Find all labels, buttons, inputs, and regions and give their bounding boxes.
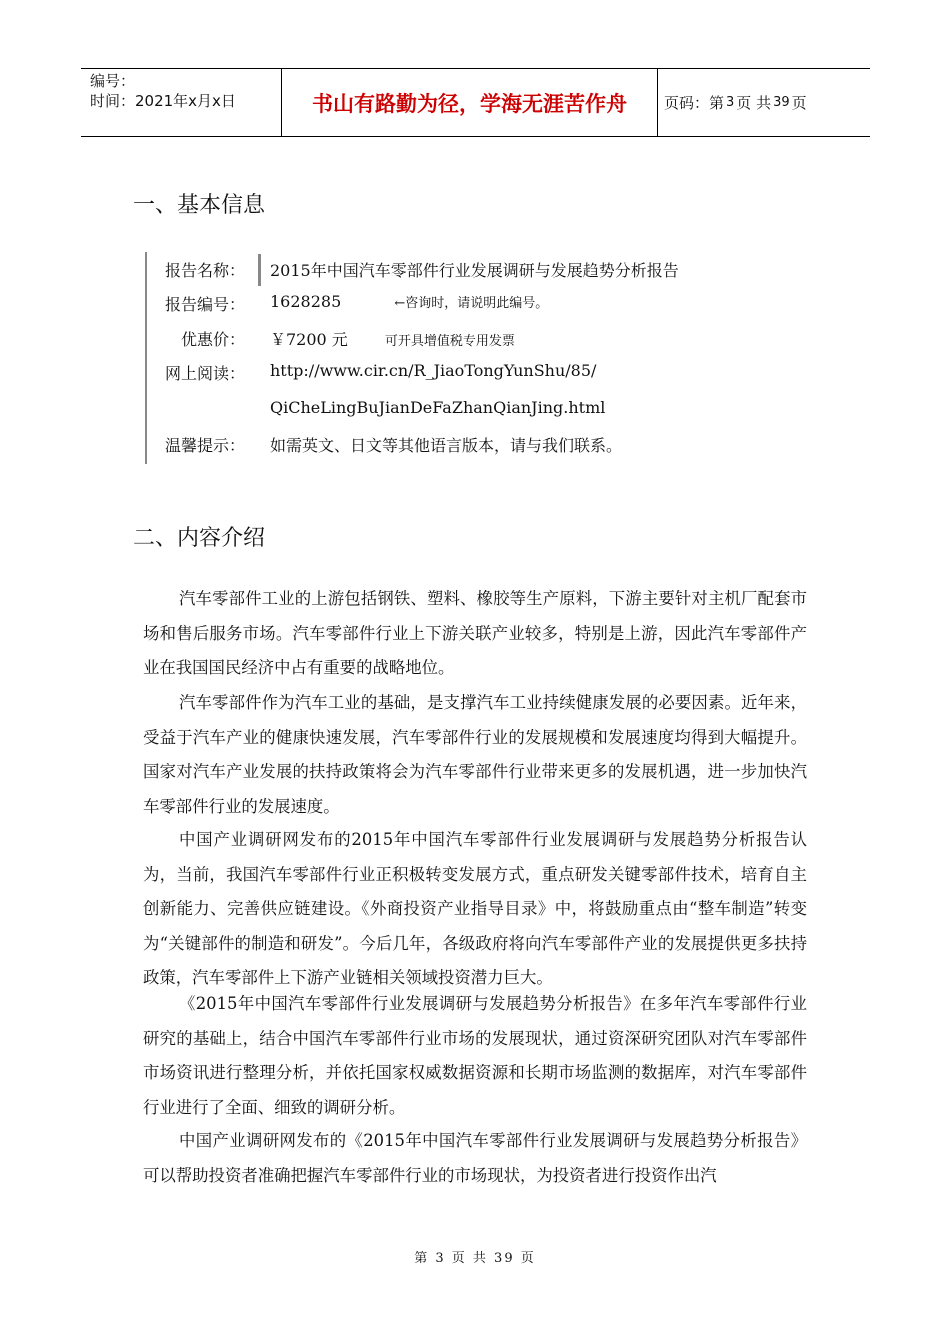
content-paragraph: 汽车零部件工业的上游包括钢铁、塑料、橡胶等生产原料，下游主要针对主机厂配套市场和售后服务市场。汽车零部件行业上下游关联产业较多，特别是上游，因此汽车零部件产业在我国国民经济中占有重要的战略地位。 [143, 589, 807, 677]
info-tip-value: 如需英文、日文等其他语言版本，请与我们联系。 [270, 436, 623, 455]
info-code-label: 报告编号： [165, 295, 246, 314]
page-mid: 页 共 [736, 94, 772, 112]
section-title-content: 二、内容介绍 [133, 526, 266, 551]
info-code-value [270, 292, 548, 311]
document-number-label: 编号： [90, 72, 136, 90]
info-url-line1[interactable]: http://www.cir.cn/R_JiaoTongYunShu/85/ [270, 361, 597, 380]
document-time: 时间：2021年x月x日 [90, 92, 236, 110]
report-code-note: ←咨询时，请说明此编号。 [394, 296, 549, 311]
content-paragraph: 《2015年中国汽车零部件行业发展调研与发展趋势分析报告》在多年汽车零部件行业研究的基础上，结合中国汽车零部件行业市场的发展现状，通过资深研究团队对汽车零部件市场资讯进行整理分析，并依托国家权威数据资源和长期市场监测的数据库，对汽车零部件行业进行了全面、细致的调研分析。 [143, 994, 807, 1117]
price-amount: ￥7200 元 [270, 330, 348, 349]
price-note: 可开具增值税专用发票 [384, 334, 515, 349]
report-code: 1628285 [270, 292, 342, 311]
page-header [81, 68, 870, 137]
info-name-label: 报告名称： [165, 261, 246, 280]
page-footer: 第 3 页 共 39 页 [414, 1251, 536, 1266]
header-motto: 书山有路勤为径，学海无涯苦作舟 [282, 69, 658, 136]
info-name-value: 2015年中国汽车零部件行业发展调研与发展趋势分析报告 [270, 261, 679, 280]
content-paragraph: 中国产业调研网发布的《2015年中国汽车零部件行业发展调研与发展趋势分析报告》可以帮助投资者准确把握汽车零部件行业的市场现状，为投资者进行投资作出汽 [143, 1131, 807, 1185]
info-tip-label: 温馨提示： [165, 436, 246, 455]
info-url-label: 网上阅读： [165, 364, 246, 383]
page-total: 39 [773, 95, 790, 110]
section-title-basic-info: 一、基本信息 [133, 193, 266, 218]
page-prefix: 页码：第 [664, 94, 725, 112]
info-left-rule [145, 252, 147, 464]
page-suffix: 页 [791, 94, 807, 112]
header-page-number [658, 69, 870, 136]
page-current: 3 [726, 95, 735, 110]
info-inner-rule [258, 254, 261, 286]
info-url-line2[interactable]: QiCheLingBuJianDeFaZhanQianJing.html [270, 398, 606, 417]
content-paragraph: 中国产业调研网发布的2015年中国汽车零部件行业发展调研与发展趋势分析报告认为，当前，我国汽车零部件行业正积极转变发展方式，重点研发关键零部件技术，培育自主创新能力、完善供应链建设。《外商投资产业指导目录》中，将鼓励重点由“整车制造”转变为“关键部件的制造和研发”。今后几年，各级政府将向汽车零部件产业的发展提供更多扶持政策，汽车零部件上下游产业链相关领域投资潜力巨大。 [143, 830, 807, 987]
header-meta [81, 69, 282, 136]
info-price-label: 优惠价： [180, 330, 245, 349]
info-price-value [270, 327, 515, 350]
content-paragraph: 汽车零部件作为汽车工业的基础，是支撑汽车工业持续健康发展的必要因素。近年来，受益于汽车产业的健康快速发展，汽车零部件行业的发展规模和发展速度均得到大幅提升。国家对汽车产业发展的扶持政策将会为汽车零部件行业带来更多的发展机遇，进一步加快汽车零部件行业的发展速度。 [143, 693, 807, 816]
